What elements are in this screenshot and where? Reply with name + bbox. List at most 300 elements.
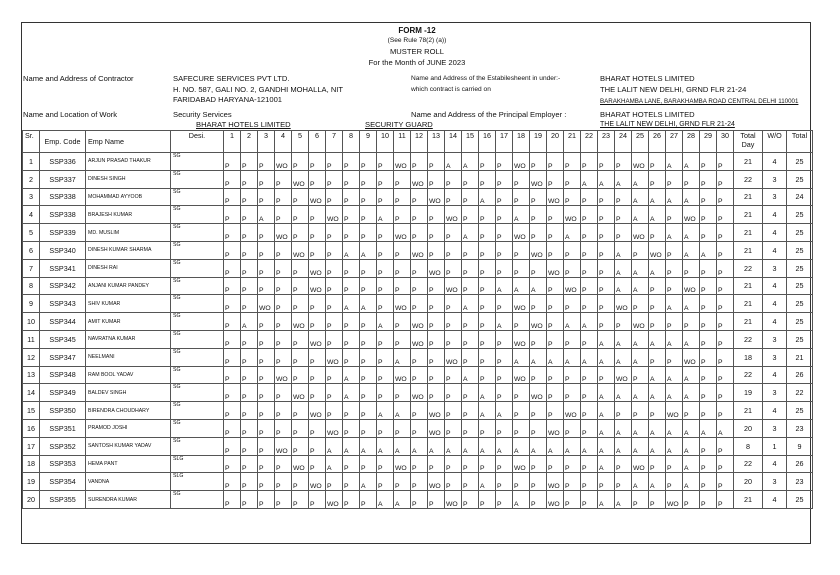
attendance-cell: P: [717, 313, 734, 331]
attendance-cell: P: [411, 206, 428, 224]
attendance-cell: A: [632, 330, 649, 348]
attendance-cell: P: [428, 348, 445, 366]
total-day-cell: 22: [734, 330, 763, 348]
emp-code-cell: SSP341: [40, 259, 86, 277]
table-row: [23, 348, 813, 366]
col-header-day: 1: [224, 131, 241, 153]
total-day-cell: 21: [734, 402, 763, 420]
attendance-cell: P: [700, 170, 717, 188]
attendance-cell: P: [581, 206, 598, 224]
col-header-day: 11: [394, 131, 411, 153]
attendance-cell: WO: [513, 153, 530, 171]
attendance-cell: A: [598, 437, 615, 455]
attendance-cell: WO: [292, 241, 309, 259]
attendance-cell: P: [496, 295, 513, 313]
attendance-cell: A: [343, 295, 360, 313]
attendance-cell: P: [615, 188, 632, 206]
attendance-cell: P: [343, 348, 360, 366]
attendance-cell: P: [258, 330, 275, 348]
attendance-cell: P: [292, 419, 309, 437]
emp-name-cell: BIRENDRA CHOUDHARY: [86, 402, 171, 420]
attendance-cell: P: [428, 206, 445, 224]
attendance-cell: P: [292, 348, 309, 366]
attendance-cell: P: [717, 491, 734, 509]
attendance-cell: P: [309, 295, 326, 313]
attendance-cell: WO: [309, 188, 326, 206]
attendance-cell: P: [343, 153, 360, 171]
attendance-cell: A: [530, 437, 547, 455]
attendance-cell: WO: [411, 170, 428, 188]
sr-cell: 5: [23, 224, 40, 242]
attendance-cell: P: [224, 188, 241, 206]
attendance-cell: P: [649, 153, 666, 171]
emp-name-cell: MD. MUSLIM: [86, 224, 171, 242]
attendance-cell: WO: [292, 384, 309, 402]
attendance-cell: P: [258, 491, 275, 509]
attendance-cell: P: [581, 277, 598, 295]
emp-code-cell: SSP355: [40, 491, 86, 509]
attendance-cell: P: [258, 170, 275, 188]
attendance-cell: WO: [326, 491, 343, 509]
attendance-cell: P: [241, 473, 258, 491]
attendance-cell: P: [309, 366, 326, 384]
attendance-cell: P: [411, 366, 428, 384]
total-cell: 25: [787, 295, 813, 313]
attendance-cell: WO: [530, 384, 547, 402]
attendance-cell: P: [513, 402, 530, 420]
attendance-cell: A: [666, 330, 683, 348]
attendance-cell: P: [496, 455, 513, 473]
attendance-cell: WO: [292, 455, 309, 473]
table-row: [23, 402, 813, 420]
establishment-line1: BHARAT HOTELS LIMITED: [600, 74, 695, 83]
attendance-cell: A: [360, 473, 377, 491]
attendance-cell: P: [479, 491, 496, 509]
total-day-cell: 21: [734, 491, 763, 509]
attendance-cell: P: [258, 455, 275, 473]
attendance-cell: P: [683, 170, 700, 188]
attendance-cell: A: [632, 473, 649, 491]
attendance-cell: WO: [428, 259, 445, 277]
attendance-cell: P: [326, 330, 343, 348]
attendance-cell: WO: [445, 277, 462, 295]
attendance-cell: A: [360, 295, 377, 313]
attendance-cell: P: [394, 419, 411, 437]
attendance-cell: P: [666, 277, 683, 295]
attendance-cell: P: [564, 259, 581, 277]
attendance-cell: P: [700, 206, 717, 224]
attendance-cell: P: [479, 206, 496, 224]
weekly-off-cell: 3: [763, 473, 787, 491]
attendance-cell: WO: [309, 259, 326, 277]
attendance-cell: A: [394, 348, 411, 366]
emp-name-cell: SURENDRA KUMAR: [86, 491, 171, 509]
col-header-day: 29: [700, 131, 717, 153]
total-cell: 25: [787, 224, 813, 242]
attendance-cell: A: [479, 384, 496, 402]
attendance-cell: P: [700, 153, 717, 171]
table-row: [23, 384, 813, 402]
col-header-day: 25: [632, 131, 649, 153]
emp-code-cell: SSP352: [40, 437, 86, 455]
attendance-cell: WO: [649, 241, 666, 259]
total-day-cell: 8: [734, 437, 763, 455]
attendance-cell: P: [598, 295, 615, 313]
attendance-cell: P: [411, 402, 428, 420]
attendance-cell: P: [343, 419, 360, 437]
designation-cell: SG: [171, 330, 224, 348]
attendance-cell: P: [292, 277, 309, 295]
attendance-cell: P: [224, 224, 241, 242]
attendance-cell: P: [615, 455, 632, 473]
total-cell: 24: [787, 188, 813, 206]
attendance-cell: P: [258, 153, 275, 171]
attendance-cell: WO: [547, 473, 564, 491]
attendance-cell: P: [462, 241, 479, 259]
attendance-cell: P: [581, 402, 598, 420]
attendance-cell: P: [292, 153, 309, 171]
attendance-cell: P: [496, 491, 513, 509]
emp-name-cell: NAVRATNA KUMAR: [86, 330, 171, 348]
attendance-cell: A: [377, 313, 394, 331]
attendance-cell: P: [326, 384, 343, 402]
attendance-cell: A: [547, 437, 564, 455]
total-cell: 25: [787, 330, 813, 348]
attendance-cell: A: [717, 419, 734, 437]
col-header-day: 28: [683, 131, 700, 153]
attendance-cell: A: [666, 419, 683, 437]
table-row: [23, 313, 813, 331]
attendance-cell: P: [564, 366, 581, 384]
attendance-cell: P: [360, 455, 377, 473]
attendance-cell: P: [241, 419, 258, 437]
sr-cell: 3: [23, 188, 40, 206]
attendance-cell: P: [547, 295, 564, 313]
attendance-cell: P: [462, 384, 479, 402]
designation-cell: SG: [171, 419, 224, 437]
col-header-day: 16: [479, 131, 496, 153]
attendance-cell: A: [462, 224, 479, 242]
attendance-cell: WO: [394, 455, 411, 473]
attendance-cell: P: [326, 473, 343, 491]
attendance-cell: P: [275, 206, 292, 224]
attendance-cell: P: [479, 277, 496, 295]
designation-cell: SLG: [171, 473, 224, 491]
attendance-cell: A: [683, 366, 700, 384]
attendance-cell: P: [496, 473, 513, 491]
attendance-cell: WO: [309, 402, 326, 420]
attendance-cell: WO: [394, 295, 411, 313]
attendance-cell: P: [649, 295, 666, 313]
attendance-cell: P: [547, 153, 564, 171]
attendance-cell: P: [717, 384, 734, 402]
attendance-cell: P: [547, 170, 564, 188]
attendance-cell: P: [309, 241, 326, 259]
attendance-cell: P: [377, 455, 394, 473]
col-header-day: 20: [547, 131, 564, 153]
attendance-cell: A: [377, 206, 394, 224]
form-rule: (See Rule 78(2) (a)): [387, 37, 447, 44]
col-header-day: 15: [462, 131, 479, 153]
attendance-cell: P: [343, 188, 360, 206]
attendance-cell: P: [377, 188, 394, 206]
total-cell: 25: [787, 206, 813, 224]
attendance-cell: P: [292, 437, 309, 455]
attendance-cell: A: [683, 295, 700, 313]
attendance-cell: P: [411, 419, 428, 437]
attendance-cell: WO: [411, 384, 428, 402]
attendance-cell: A: [632, 384, 649, 402]
col-header-day: 26: [649, 131, 666, 153]
attendance-cell: P: [581, 241, 598, 259]
attendance-cell: P: [275, 419, 292, 437]
attendance-cell: P: [411, 348, 428, 366]
attendance-cell: P: [275, 455, 292, 473]
designation-cell: SG: [171, 224, 224, 242]
attendance-cell: P: [581, 153, 598, 171]
weekly-off-cell: 4: [763, 455, 787, 473]
attendance-cell: P: [292, 224, 309, 242]
attendance-cell: P: [615, 473, 632, 491]
attendance-cell: WO: [632, 455, 649, 473]
attendance-cell: A: [581, 437, 598, 455]
attendance-cell: P: [258, 366, 275, 384]
attendance-cell: P: [530, 206, 547, 224]
attendance-cell: P: [513, 473, 530, 491]
attendance-cell: A: [326, 455, 343, 473]
col-header-day: 8: [343, 131, 360, 153]
total-cell: 25: [787, 241, 813, 259]
attendance-cell: P: [394, 473, 411, 491]
total-day-cell: 22: [734, 170, 763, 188]
attendance-cell: P: [394, 259, 411, 277]
emp-code-cell: SSP351: [40, 419, 86, 437]
attendance-cell: P: [377, 259, 394, 277]
attendance-cell: P: [462, 473, 479, 491]
emp-name-cell: PRAMOD JOSHI: [86, 419, 171, 437]
attendance-cell: P: [564, 153, 581, 171]
attendance-cell: P: [377, 348, 394, 366]
attendance-cell: P: [462, 170, 479, 188]
attendance-cell: P: [717, 241, 734, 259]
attendance-cell: WO: [683, 277, 700, 295]
attendance-cell: P: [343, 402, 360, 420]
attendance-cell: A: [598, 491, 615, 509]
attendance-cell: WO: [428, 473, 445, 491]
attendance-cell: P: [394, 277, 411, 295]
attendance-cell: P: [479, 455, 496, 473]
total-day-cell: 18: [734, 348, 763, 366]
attendance-cell: P: [309, 419, 326, 437]
attendance-cell: P: [377, 170, 394, 188]
attendance-cell: A: [445, 437, 462, 455]
attendance-cell: A: [530, 348, 547, 366]
attendance-cell: P: [547, 313, 564, 331]
emp-name-cell: DINESH RAI: [86, 259, 171, 277]
attendance-cell: P: [513, 419, 530, 437]
attendance-cell: P: [615, 206, 632, 224]
col-header-day: 7: [326, 131, 343, 153]
principal-line1: BHARAT HOTELS LIMITED: [600, 110, 695, 119]
attendance-cell: P: [666, 473, 683, 491]
form-name: MUSTER ROLL: [389, 47, 444, 56]
form-period: For the Month of JUNE 2023: [368, 58, 466, 67]
attendance-cell: A: [649, 366, 666, 384]
sr-cell: 18: [23, 455, 40, 473]
attendance-cell: P: [258, 473, 275, 491]
attendance-cell: P: [479, 153, 496, 171]
attendance-cell: WO: [632, 224, 649, 242]
attendance-cell: WO: [275, 153, 292, 171]
total-cell: 26: [787, 455, 813, 473]
attendance-cell: A: [683, 437, 700, 455]
attendance-cell: A: [615, 384, 632, 402]
table-row: [23, 277, 813, 295]
attendance-cell: P: [496, 241, 513, 259]
attendance-cell: WO: [326, 206, 343, 224]
attendance-cell: P: [700, 455, 717, 473]
attendance-cell: P: [564, 455, 581, 473]
designation-cell: SG: [171, 153, 224, 171]
total-cell: 21: [787, 348, 813, 366]
attendance-cell: P: [700, 224, 717, 242]
attendance-cell: P: [547, 277, 564, 295]
attendance-cell: P: [445, 259, 462, 277]
attendance-cell: P: [258, 384, 275, 402]
attendance-cell: P: [530, 153, 547, 171]
attendance-cell: WO: [275, 437, 292, 455]
attendance-cell: P: [275, 330, 292, 348]
attendance-cell: WO: [564, 206, 581, 224]
attendance-cell: P: [326, 153, 343, 171]
attendance-cell: P: [224, 259, 241, 277]
attendance-cell: A: [615, 419, 632, 437]
emp-name-cell: ANJANI KUMAR PANDEY: [86, 277, 171, 295]
attendance-cell: P: [377, 224, 394, 242]
attendance-cell: P: [581, 224, 598, 242]
attendance-cell: P: [275, 277, 292, 295]
emp-name-cell: DINESH SINGH: [86, 170, 171, 188]
attendance-cell: A: [479, 402, 496, 420]
attendance-cell: WO: [326, 348, 343, 366]
col-header-day: 5: [292, 131, 309, 153]
attendance-cell: P: [513, 384, 530, 402]
col-header-day: 14: [445, 131, 462, 153]
attendance-cell: P: [377, 384, 394, 402]
attendance-cell: P: [717, 188, 734, 206]
attendance-cell: P: [632, 241, 649, 259]
total-cell: 25: [787, 153, 813, 171]
attendance-cell: WO: [445, 206, 462, 224]
emp-code-cell: SSP354: [40, 473, 86, 491]
total-day-cell: 20: [734, 419, 763, 437]
attendance-cell: P: [683, 259, 700, 277]
attendance-cell: P: [224, 473, 241, 491]
sr-cell: 19: [23, 473, 40, 491]
attendance-cell: P: [241, 330, 258, 348]
attendance-cell: P: [241, 188, 258, 206]
attendance-cell: P: [445, 224, 462, 242]
emp-name-cell: SANTOSH KUMAR YADAV: [86, 437, 171, 455]
attendance-cell: P: [598, 241, 615, 259]
attendance-cell: P: [462, 330, 479, 348]
col-header-day: 17: [496, 131, 513, 153]
attendance-cell: P: [224, 491, 241, 509]
attendance-cell: P: [309, 170, 326, 188]
sr-cell: 2: [23, 170, 40, 188]
attendance-cell: A: [530, 277, 547, 295]
total-cell: 25: [787, 491, 813, 509]
col-header-day: 9: [360, 131, 377, 153]
attendance-cell: P: [462, 419, 479, 437]
weekly-off-cell: 4: [763, 313, 787, 331]
attendance-cell: A: [598, 402, 615, 420]
col-header-day: 24: [615, 131, 632, 153]
attendance-cell: P: [649, 224, 666, 242]
total-day-cell: 21: [734, 188, 763, 206]
attendance-cell: P: [224, 241, 241, 259]
emp-code-cell: SSP336: [40, 153, 86, 171]
attendance-cell: A: [683, 188, 700, 206]
attendance-cell: WO: [547, 188, 564, 206]
attendance-cell: P: [275, 295, 292, 313]
total-cell: 9: [787, 437, 813, 455]
table-body: [23, 153, 813, 509]
attendance-cell: WO: [309, 330, 326, 348]
total-cell: 23: [787, 473, 813, 491]
attendance-cell: P: [343, 206, 360, 224]
attendance-cell: WO: [445, 348, 462, 366]
attendance-cell: P: [581, 473, 598, 491]
col-header-day: 23: [598, 131, 615, 153]
table-row: [23, 437, 813, 455]
contractor-line1: SAFECURE SERVICES PVT LTD.: [173, 74, 290, 83]
attendance-cell: P: [377, 473, 394, 491]
attendance-cell: P: [258, 419, 275, 437]
attendance-cell: P: [394, 206, 411, 224]
table-row: [23, 206, 813, 224]
weekly-off-cell: 3: [763, 170, 787, 188]
emp-name-cell: BRAJESH KUMAR: [86, 206, 171, 224]
attendance-cell: P: [411, 455, 428, 473]
attendance-cell: P: [564, 384, 581, 402]
designation-cell: SG: [171, 241, 224, 259]
col-header-desi: Desi.: [171, 131, 224, 153]
designation-title: SECURITY GUARD: [365, 120, 433, 129]
attendance-cell: WO: [683, 348, 700, 366]
emp-code-cell: SSP350: [40, 402, 86, 420]
attendance-cell: A: [666, 437, 683, 455]
weekly-off-cell: 4: [763, 153, 787, 171]
attendance-cell: P: [428, 366, 445, 384]
designation-cell: SG: [171, 206, 224, 224]
attendance-cell: P: [445, 313, 462, 331]
emp-name-cell: AMIT KUMAR: [86, 313, 171, 331]
attendance-cell: P: [241, 241, 258, 259]
attendance-cell: P: [462, 313, 479, 331]
attendance-cell: P: [224, 277, 241, 295]
attendance-cell: A: [394, 491, 411, 509]
attendance-cell: A: [581, 348, 598, 366]
attendance-cell: A: [496, 313, 513, 331]
attendance-cell: A: [632, 348, 649, 366]
attendance-cell: P: [717, 206, 734, 224]
attendance-cell: A: [649, 259, 666, 277]
table-row: [23, 366, 813, 384]
attendance-cell: WO: [666, 491, 683, 509]
attendance-cell: P: [717, 224, 734, 242]
attendance-cell: A: [258, 206, 275, 224]
